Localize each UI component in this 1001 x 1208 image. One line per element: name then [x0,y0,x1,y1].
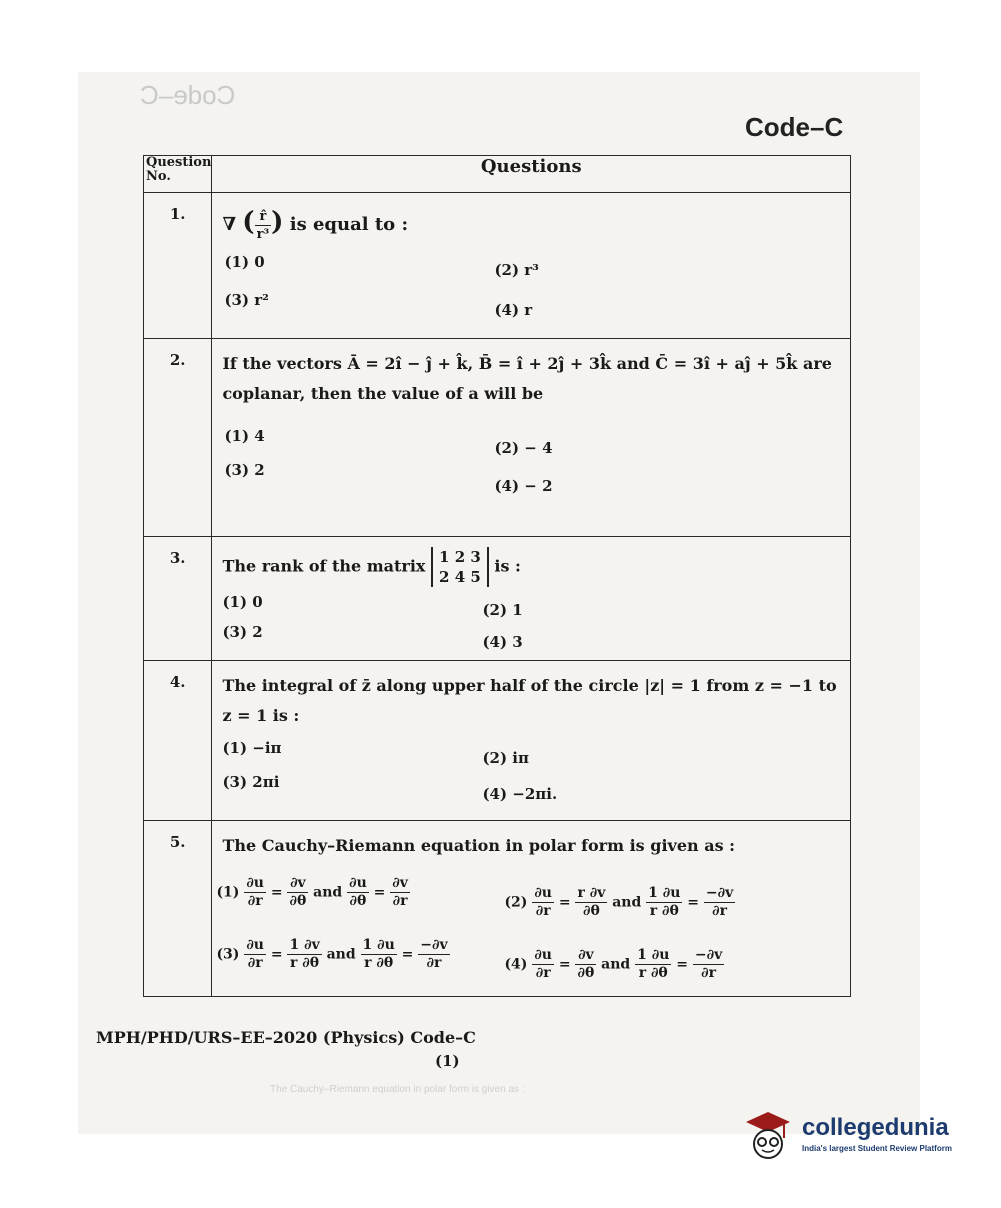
option-4: (4) −2πi. [482,785,558,803]
question-number: 2. [144,339,212,537]
question-row-4 [144,661,851,821]
question-row-3 [144,537,851,661]
footer-title: MPH/PHD/URS–EE–2020 (Physics) Code–C [96,1028,476,1047]
bleed-through-text: The Cauchy–Riemann equation in polar form is given as : [270,1084,525,1095]
option-4: (4) r [494,300,533,319]
option-1: (1) 0 [222,593,263,611]
question-stem: The rank of the matrix 1 2 3 2 4 5 is : [222,548,521,586]
logo-wordmark: collegedunia [802,1114,949,1141]
question-number: 4. [144,661,212,821]
matrix: 1 2 3 2 4 5 [431,547,489,587]
option-4: (4) 3 [482,633,523,651]
paper-code: Code–C [745,112,844,142]
table-header-row [144,156,851,193]
option-1: (1) 4 [224,427,265,445]
option-3: (3) 2πi [222,773,280,791]
option-4: (4) $\frac{\partial u}{\partial r}$ = $\frac{\partial v}{\partial\theta}$ and $\frac{1 \partial u}{r \partial\theta}$ = $\frac{-\partial v}{\partial r}$ [504,947,723,981]
options [212,243,850,333]
options [212,409,850,509]
option-2: (2) $\frac{\partial u}{\partial r}$ = $\frac{r \partial v}{\partial\theta}$ and $\frac{1 \partial u}{r \partial\theta}$ = $\frac{-\partial v}{\partial r}$ [504,885,734,919]
option-3: (3) r² [224,290,269,309]
collegedunia-logo[interactable] [740,1108,970,1168]
ghost-code-text: Code–C [140,80,236,110]
question-number: 5. [144,821,212,997]
question-number: 3. [144,537,212,661]
question-number: 1. [144,193,212,339]
options [212,861,850,991]
option-3: (3) $\frac{\partial u}{\partial r}$ = $\frac{1 \partial v}{r \partial\theta}$ and $\frac{1 \partial u}{r \partial\theta}$ = $\frac{-\partial v}{\partial r}$ [216,937,448,971]
option-1: (1) 0 [224,252,265,271]
option-2: (2) iπ [482,749,529,767]
option-2: (2) 1 [482,601,523,619]
options [212,731,850,811]
question-row-2 [144,339,851,537]
option-3: (3) 2 [222,623,263,641]
options [212,587,850,655]
option-1: (1) −iπ [222,739,282,757]
logo-tagline: India's largest Student Review Platform [802,1144,952,1153]
question-row-1 [144,193,851,339]
page-number: (1) [435,1052,460,1070]
option-1: (1) $\frac{\partial u}{\partial r}$ = $\frac{\partial v}{\partial\theta}$ and $\frac{\partial u}{\partial\theta}$ = $\frac{\partial v}{\partial r}$ [216,875,408,909]
fraction: $\frac{r̂}{\text{r³}}$ [256,208,270,242]
column-header-question-no: Question No. [144,156,212,193]
question-table [143,155,851,997]
question-stem: If the vectors Ā = 2î − ĵ + k̂, B̄ = î + 2ĵ + 3k̂ and C̄ = 3î + aĵ + 5k̂ are coplanar, then the value of a will be [222,354,832,403]
option-3: (3) 2 [224,461,265,479]
graduate-mascot-icon [740,1108,796,1164]
column-header-questions: Questions [212,156,851,193]
question-stem: The integral of z̄ along upper half of the circle |z| = 1 from z = −1 to z = 1 is : [222,676,837,725]
question-stem: ∇ ( $\frac{r̂}{\text{r³}}$ ) is equal to : [222,207,409,242]
option-4: (4) − 2 [494,477,553,495]
question-stem: The Cauchy–Riemann equation in polar form is given as : [222,836,736,855]
option-2: (2) r³ [494,260,539,279]
option-2: (2) − 4 [494,439,553,457]
question-row-5 [144,821,851,997]
